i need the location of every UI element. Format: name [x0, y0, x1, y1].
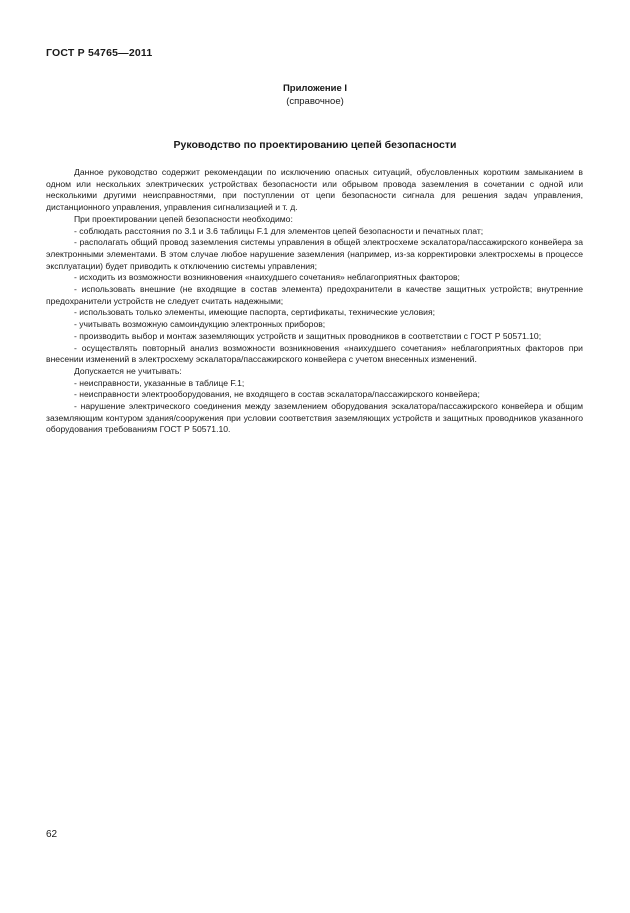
annex-subtitle: (справочное) [286, 96, 344, 107]
paragraph: Допускается не учитывать: [74, 365, 182, 376]
body-text [46, 167, 583, 436]
list-item: - осуществлять повторный анализ возможности возникновения «наихудшего сочетания» неблагоприятных факторов при внесении изменений в электросхему эскалатора/пассажирского конвейера с учетом внесенных изменений. [46, 342, 583, 365]
list-item: - производить выбор и монтаж заземляющих устройств и защитных проводников в соответствии с ГОСТ Р 50571.10; [74, 330, 542, 341]
list-item: - неисправности электрооборудования, не входящего в состав эскалатора/пассажирского конвейера; [74, 389, 480, 400]
list-item: - учитывать возможную самоиндукцию электронных приборов; [74, 319, 326, 330]
list-item: - использовать только элементы, имеющие паспорта, сертификаты, технические условия; [74, 307, 435, 318]
document-header: ГОСТ Р 54765—2011 [46, 47, 153, 59]
paragraph: При проектировании цепей безопасности необходимо: [74, 213, 293, 224]
paragraph: Данное руководство содержит рекомендации по исключению опасных ситуаций, обусловленных коротким замыканием в одном или нескольких электрических устройствах безопасности или обрывом провода заземления в сочетании с одной или несколькими другими неисправностями, при поступлении от цепи безопасности сигнала для решения задач управления, дистанционного управления, управления сигнализацией и т. д. [46, 167, 583, 213]
list-item: - неисправности, указанные в таблице F.1; [74, 377, 245, 388]
list-item: - использовать внешние (не входящие в состав элемента) предохранители в качестве защитных устройств; внутренние предохранители устройств не следует считать надежными; [46, 284, 583, 306]
section-title: Руководство по проектированию цепей безопасности [173, 139, 457, 151]
annex-heading [0, 82, 630, 108]
annex-title: Приложение I [282, 83, 348, 94]
page-number: 62 [46, 829, 58, 840]
list-item: - исходить из возможности возникновения «наихудшего сочетания» неблагоприятных факторов; [74, 272, 460, 283]
list-item: - располагать общий провод заземления системы управления в общей электросхеме эскалатора/пассажирского конвейера за электронными элементами. В этом случае любое нарушение заземления (например, из-за корректировки электросхемы в процессе эксплуатации) будет приводить к отключению системы управления; [46, 237, 583, 271]
list-item: - соблюдать расстояния по 3.1 и 3.6 таблицы F.1 для элементов цепей безопасности и печатных плат; [74, 225, 484, 236]
list-item: - нарушение электрического соединения между заземлением оборудования эскалатора/пассажирского конвейера и общим заземляющим контуром здания/сооружения при условии соответствия заземляющих устройств и защитных проводников указанного оборудования требованиям ГОСТ Р 50571.10. [46, 401, 583, 435]
